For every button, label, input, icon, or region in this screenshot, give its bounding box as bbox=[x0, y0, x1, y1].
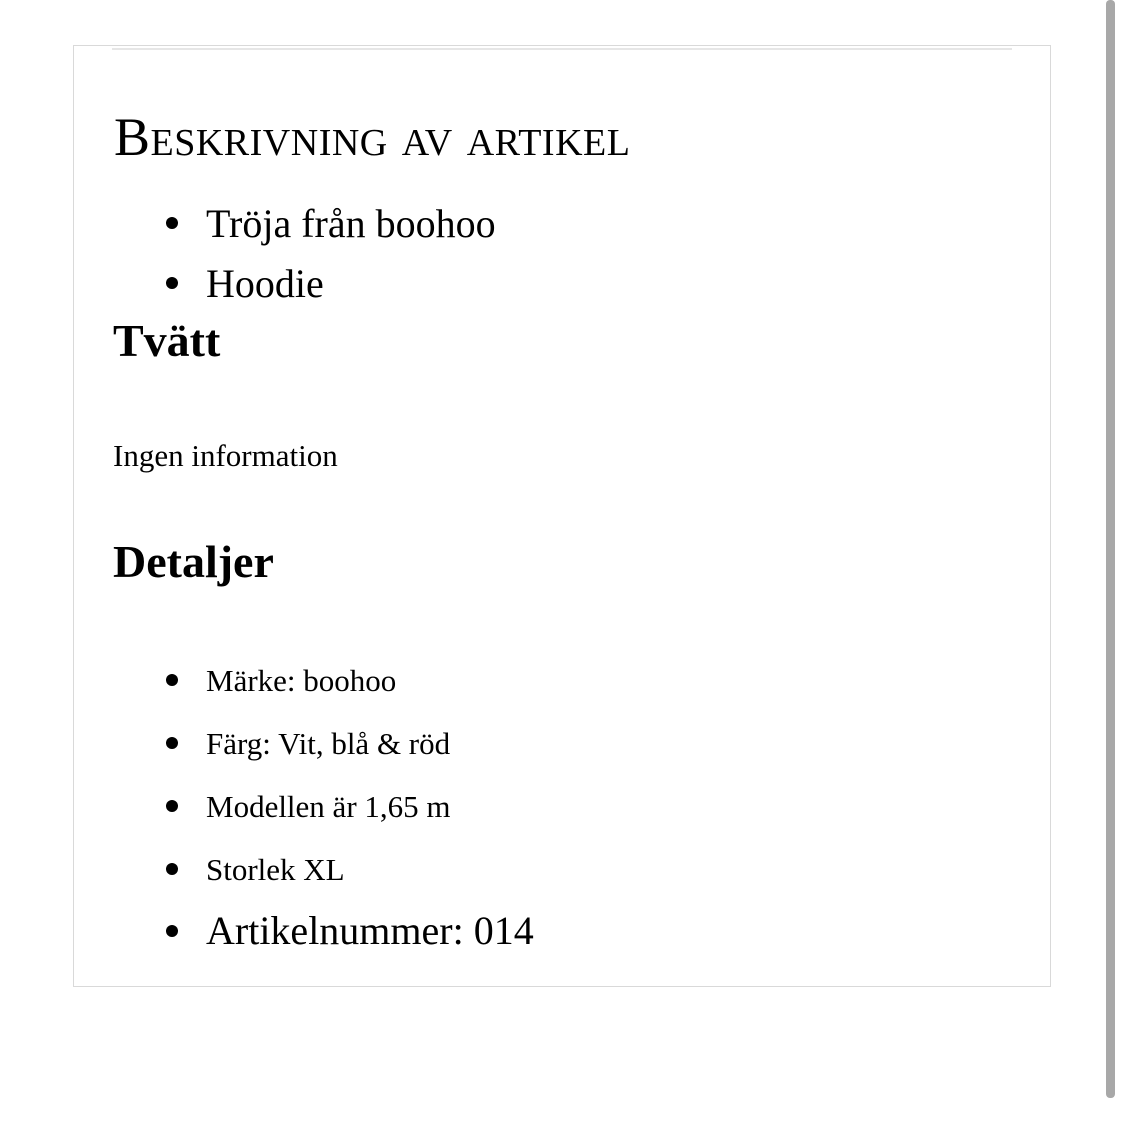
list-item bbox=[74, 775, 534, 838]
details-heading: Detaljer bbox=[113, 536, 274, 587]
article-description-card bbox=[73, 45, 1051, 987]
description-list bbox=[74, 194, 496, 314]
description-item-label: Hoodie bbox=[206, 261, 324, 306]
details-item-label: Färg: Vit, blå & röd bbox=[206, 726, 451, 761]
bullet-icon bbox=[166, 277, 178, 289]
bullet-icon bbox=[166, 217, 178, 229]
list-item bbox=[74, 649, 534, 712]
details-item-label: Modellen är 1,65 m bbox=[206, 789, 451, 824]
scrollbar[interactable] bbox=[1106, 0, 1115, 1098]
details-item-label: Storlek XL bbox=[206, 852, 345, 887]
wash-heading: Tvätt bbox=[113, 315, 221, 366]
bullet-icon bbox=[166, 674, 178, 686]
details-list bbox=[74, 649, 534, 961]
details-item-label: Märke: boohoo bbox=[206, 663, 397, 698]
article-description-title: Beskrivning av artikel bbox=[114, 107, 631, 167]
bullet-icon bbox=[166, 800, 178, 812]
list-item bbox=[74, 254, 496, 314]
list-item bbox=[74, 838, 534, 901]
divider bbox=[112, 48, 1012, 50]
wash-text: Ingen information bbox=[113, 438, 338, 473]
list-item bbox=[74, 901, 534, 961]
list-item bbox=[74, 712, 534, 775]
list-item bbox=[74, 194, 496, 254]
bullet-icon bbox=[166, 737, 178, 749]
details-item-label: Artikelnummer: 014 bbox=[206, 908, 534, 953]
bullet-icon bbox=[166, 925, 178, 937]
bullet-icon bbox=[166, 863, 178, 875]
description-item-label: Tröja från boohoo bbox=[206, 201, 496, 246]
